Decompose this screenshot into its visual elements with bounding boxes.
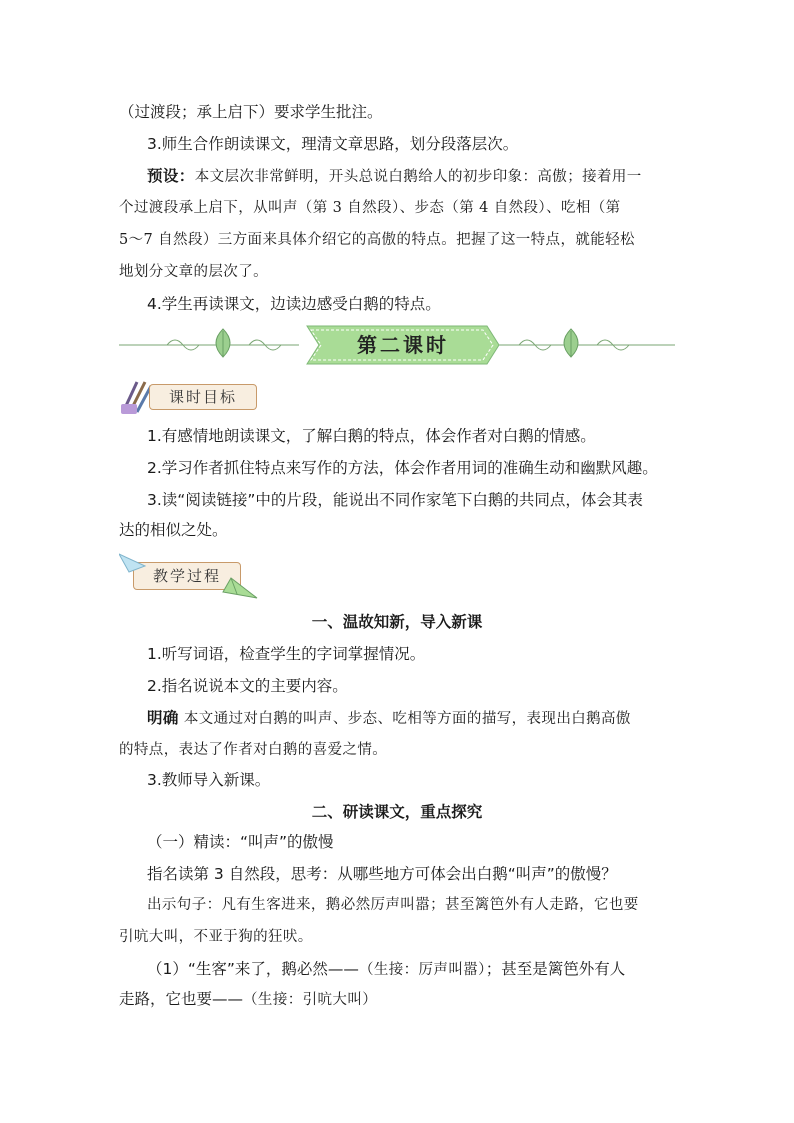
text-span: （1）“生客”来了，鹅必然—— [147,960,359,978]
text-line [147,706,631,731]
clarify-text: 本文通过对白鹅的叫声、步态、吃相等方面的描写，表现出白鹅高傲 [178,711,631,727]
section-title: 二、研读课文，重点探究 [311,803,483,821]
lesson-title: 第二课时 [357,333,449,357]
text-line: 引吭大叫，不亚于狗的狂吠。 [119,929,313,945]
text-line: 出示句子：凡有生客进来，鹅必然厉声叫嚣；甚至篱笆外有人走路，它也要 [147,897,639,913]
label-preset: 预设： [147,167,195,185]
goal-item: 达的相似之处。 [119,521,228,539]
goals-badge [119,376,259,416]
lesson-divider [119,321,675,369]
process-badge-label: 教学过程 [133,562,241,590]
paper-plane-icon [119,552,259,600]
text-line: 地划分文章的层次了。 [119,264,268,280]
text-line: 3.师生合作朗读课文，理清文章思路，划分段落层次。 [147,135,519,153]
text-line: 指名读第 3 自然段，思考：从哪些地方可体会出白鹅“叫声”的傲慢？ [147,865,617,883]
text-line: 的特点，表达了作者对白鹅的喜爱之情。 [119,742,388,758]
text-line: （过渡段；承上启下）要求学生批注。 [119,103,383,121]
section-title: 一、温故知新，导入新课 [311,613,483,631]
text-line [147,164,642,189]
text-line: 5～7 自然段）三方面来具体介绍它的高傲的特点。把握了这一特点，就能轻松 [119,232,635,248]
text-line: 个过渡段承上启下，从叫声（第 3 自然段）、步态（第 4 自然段）、吃相（第 [119,200,621,216]
goals-badge-label: 课时目标 [149,384,257,410]
text-line: 4.学生再读课文，边读边感受白鹅的特点。 [147,295,441,313]
text-line [119,987,377,1012]
text-span: ；甚至是篱笆外有人 [485,960,626,978]
text-line: （一）精读：“叫声”的傲慢 [147,833,334,851]
process-badge [119,552,259,600]
preset-text: 本文层次非常鲜明，开头总说白鹅给人的初步印象：高傲；接着用一 [194,169,642,185]
student-answer: （生接：引吭大叫） [243,992,378,1008]
goal-item: 1.有感情地朗读课文，了解白鹅的特点，体会作者对白鹅的情感。 [147,427,596,445]
student-answer: （生接：厉声叫嚣） [358,962,486,978]
goal-item: 3.读“阅读链接”中的片段，能说出不同作家笔下白鹅的共同点，体会其表 [147,491,643,509]
goal-item: 2.学习作者抓住特点来写作的方法，体会作者用词的准确生动和幽默风趣。 [147,459,658,477]
text-line [147,957,625,982]
text-line: 2.指名说说本文的主要内容。 [147,677,348,695]
text-line: 1.听写词语，检查学生的字词掌握情况。 [147,645,426,663]
text-span: 走路，它也要—— [119,990,244,1008]
label-clarify: 明确 [147,709,179,727]
text-line: 3.教师导入新课。 [147,771,271,789]
